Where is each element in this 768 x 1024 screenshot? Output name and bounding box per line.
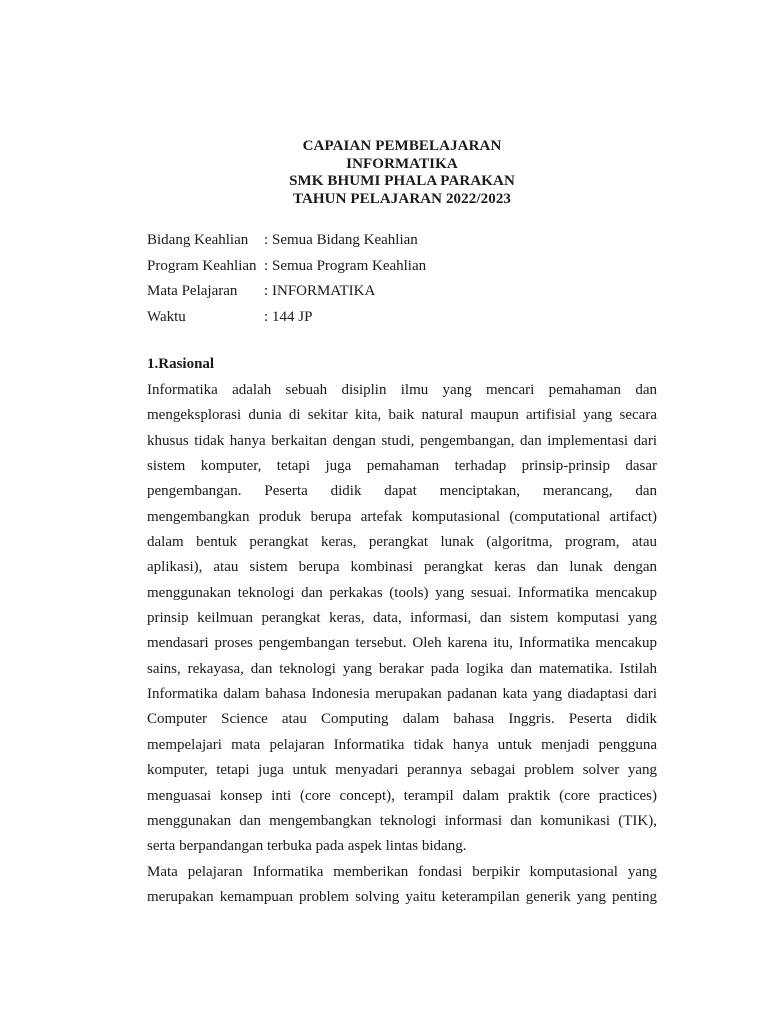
title-line-3: SMK BHUMI PHALA PARAKAN [289, 173, 515, 189]
info-row-bidang [147, 228, 426, 254]
title-line-2: INFORMATIKA [346, 155, 458, 172]
text-line: Mata pelajaran Informatika memberikan fondasi berpikir komputasional yang [147, 863, 657, 880]
paragraph-2 [147, 860, 657, 911]
text-line: sains, rekayasa, dan teknologi yang berakar pada logika dan matematika. Istilah [147, 660, 657, 677]
info-label: Mata Pelajaran [147, 283, 238, 299]
text-line: Informatika adalah sebuah disiplin ilmu yang mencari pemahaman dan [147, 382, 657, 398]
text-line: mempelajari mata pelajaran Informatika tidak hanya untuk menjadi pengguna [147, 736, 657, 753]
title-line-1: CAPAIAN PEMBELAJARAN [302, 138, 502, 154]
info-separator: : [264, 232, 269, 248]
text-line: pengembangan. Peserta didik dapat menciptakan, merancang, dan [147, 483, 657, 500]
info-value: INFORMATIKA [272, 283, 376, 299]
text-line: prinsip keilmuan perangkat keras, data, informasi, dan sistem komputasi yang [147, 610, 657, 627]
info-value: 144 JP [272, 308, 313, 325]
info-separator: : [264, 283, 269, 299]
text-line: mengeksplorasi dunia di sekitar kita, baik natural maupun artifisial yang secara [147, 407, 657, 424]
text-line: mendasari proses pengembangan tersebut. Oleh karena itu, Informatika mencakup [147, 635, 657, 652]
section-body [147, 378, 657, 910]
info-table [147, 228, 426, 330]
info-value: Semua Program Keahlian [272, 257, 427, 274]
text-line: sistem komputer, tetapi juga pemahaman terhadap prinsip-prinsip dasar [147, 458, 657, 475]
text-line: serta berpandangan terbuka pada aspek lintas bidang. [147, 838, 467, 855]
text-line: Informatika dalam bahasa Indonesia merupakan padanan kata yang diadaptasi dari [147, 686, 657, 703]
info-value: Semua Bidang Keahlian [272, 232, 418, 248]
info-label: Program Keahlian [147, 257, 257, 274]
text-line: menggunakan dan mengembangkan teknologi informasi dan komunikasi (TIK), [147, 812, 657, 829]
text-line: khusus tidak hanya berkaitan dengan studi, pengembangan, dan implementasi dari [147, 432, 657, 449]
info-row-mapel [147, 279, 426, 305]
text-line: komputer, tetapi juga untuk menyadari perannya sebagai problem solver yang [147, 762, 657, 779]
info-separator: : [264, 308, 269, 325]
info-separator: : [264, 257, 269, 274]
info-row-program [147, 254, 426, 280]
text-line: mengembangkan produk berupa artefak komputasional (computational artifact) [147, 508, 657, 525]
info-row-waktu [147, 305, 426, 331]
title-line-4: TAHUN PELAJARAN 2022/2023 [292, 190, 512, 207]
text-line: aplikasi), atau sistem berupa kombinasi perangkat keras dan lunak dengan [147, 559, 657, 576]
info-label: Waktu [147, 308, 186, 325]
text-line: Computer Science atau Computing dalam bahasa Inggris. Peserta didik [147, 711, 657, 728]
text-line: menguasai konsep inti (core concept), terampil dalam praktik (core practices) [147, 787, 657, 804]
text-line: dalam bentuk perangkat keras, perangkat lunak (algoritma, program, atau [147, 534, 657, 551]
info-label: Bidang Keahlian [147, 232, 249, 248]
paragraph-1 [147, 378, 657, 860]
text-line: menggunakan teknologi dan perkakas (tools) yang sesuai. Informatika mencakup [147, 584, 657, 601]
section-heading-rasional: 1.Rasional [147, 356, 215, 372]
text-line: merupakan kemampuan problem solving yaitu keterampilan generik yang penting [147, 888, 657, 905]
document-title [0, 138, 768, 208]
